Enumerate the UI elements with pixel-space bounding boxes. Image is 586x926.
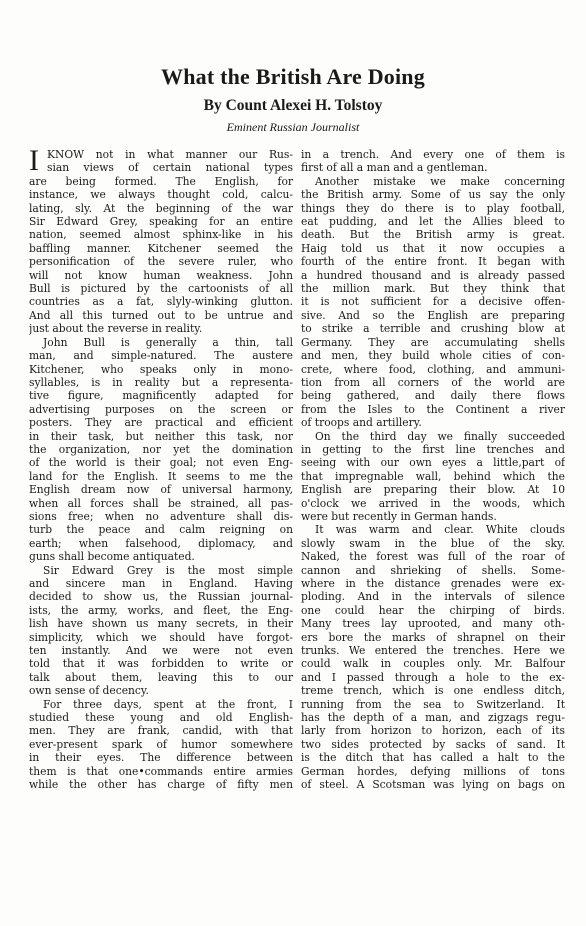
text-line: On the third day we finally succeeded: [315, 429, 565, 443]
text-line: lating, sly. At the beginning of the war: [29, 201, 293, 215]
text-line: tive figure, magnificently adapted for: [29, 389, 293, 403]
text-line: And all this turned out to be untrue and: [29, 308, 293, 322]
text-line: things they do there is to play football,: [301, 201, 565, 215]
text-line: John Bull is generally a thin, tall: [43, 335, 293, 349]
text-line: of troops and artillery.: [301, 416, 422, 430]
text-line: Sir Edward Grey, speaking for an entire: [29, 215, 293, 229]
text-line: tion from all corners of the world are: [301, 375, 565, 389]
text-line: a hundred thousand and is already passed: [301, 268, 565, 282]
text-line: while the other has charge of fifty men: [29, 778, 293, 792]
text-line: cannon and shrieking of shells. Some-: [301, 563, 565, 577]
text-line: land for the English. It seems to me the: [29, 469, 293, 483]
text-line: were but recently in German hands.: [301, 509, 497, 523]
text-line: being gathered, and daily there flows: [301, 389, 565, 403]
article-byline: By Count Alexei H. Tolstoy: [203, 97, 383, 114]
text-line: Many trees lay uprooted, and many oth-: [301, 617, 565, 631]
text-line: own sense of decency.: [29, 684, 149, 698]
text-line: nation, seemed almost sphinx-like in his: [29, 228, 293, 242]
text-line: two sides protected by sacks of sand. It: [301, 737, 565, 751]
text-line: guns shall become antiquated.: [29, 550, 195, 564]
text-line: turb the peace and calm reigning on: [29, 523, 293, 537]
text-line: in getting to the first line trenches and: [301, 442, 565, 456]
text-line: of steel. A Scotsman was lying on bags on: [301, 778, 565, 792]
text-line: Haig told us that it now occupies a: [301, 241, 565, 255]
text-line: simplicity, which we should have forgot-: [29, 630, 293, 644]
text-line: of the world is their goal; not even Eng-: [29, 456, 293, 470]
text-line: o'clock we arrived in the woods, which: [301, 496, 565, 510]
text-line: it is not sufficient for a decisive offen-: [301, 295, 565, 309]
text-line: slowly swam in the blue of the sky.: [301, 536, 565, 550]
text-line: It was warm and clear. White clouds: [315, 523, 565, 537]
text-line: and men, they build whole cities of con-: [301, 349, 565, 363]
text-line: English dream now of universal harmony,: [29, 483, 293, 497]
text-line: and sincere man in England. Having: [29, 577, 293, 590]
text-line: KNOW not in what manner our Rus-: [47, 148, 293, 161]
text-line: the million mark. But they think that: [301, 282, 565, 296]
text-line: Naked, the forest was full of the roar of: [301, 550, 565, 564]
left-column: [29, 144, 293, 792]
text-line: in their task, but neither this task, nor: [29, 429, 293, 443]
text-line: syllables, is in reality but a representa-: [29, 375, 293, 389]
text-line: one could hear the chirping of birds.: [301, 603, 565, 617]
text-line: where in the distance grenades were ex-: [301, 577, 565, 590]
text-line: English are preparing their blow. At 10: [301, 483, 565, 497]
text-line: Another mistake we make concerning: [315, 174, 565, 188]
text-line: German hordes, defying millions of tons: [301, 764, 565, 778]
text-line: seeing with our own eyes a little,part of: [301, 456, 565, 470]
text-line: sian views of certain national types: [47, 161, 293, 175]
text-line: ten instantly. And we were not even: [29, 644, 293, 658]
text-line: and I passed through a hole to the ex-: [301, 670, 565, 684]
text-line: advertising purposes on the screen or: [29, 402, 293, 416]
text-line: ever-present spark of humor somewhere: [29, 737, 293, 751]
text-line: told that it was forbidden to write or: [29, 657, 293, 671]
text-line: Germany. They are accumulating shells: [301, 335, 565, 349]
text-line: countries as a fat, slyly-winking glutton.: [29, 295, 293, 309]
text-line: the organization, nor yet the domination: [29, 442, 293, 456]
text-line: baffling manner. Kitchener seemed the: [29, 241, 293, 255]
drop-cap: I: [29, 144, 39, 177]
text-line: could walk in couples only. Mr. Balfour: [301, 657, 565, 671]
text-line: lish have shown us many secrets, in their: [29, 617, 293, 631]
text-line: from the Isles to the Continent a river: [301, 402, 565, 416]
text-line: For three days, spent at the front, I: [43, 697, 293, 711]
text-line: personification of the severe ruler, who: [29, 255, 293, 269]
text-line: posters. They are practical and efficient: [29, 416, 293, 430]
text-line: trunks. We entered the trenches. Here we: [301, 644, 565, 658]
text-line: that impregnable wall, behind which the: [301, 469, 565, 483]
text-line: larly from horizon to horizon, each of its: [301, 724, 565, 738]
text-line: men. They are frank, candid, with that: [29, 724, 293, 738]
text-line: studied these young and old English-: [29, 711, 293, 725]
text-line: sions free; when no adventure shall dis-: [29, 509, 293, 523]
text-line: ploding. And in the intervals of silence: [301, 590, 565, 604]
text-line: Sir Edward Grey is the most simple: [43, 563, 293, 577]
text-line: Bull is pictured by the cartoonists of all: [29, 282, 293, 296]
text-line: ers bore the marks of shrapnel on their: [301, 630, 565, 644]
text-line: sive. And so the English are preparing: [301, 308, 565, 322]
text-line: are being formed. The English, for: [29, 174, 293, 188]
text-line: is the ditch that has called a halt to the: [301, 751, 565, 765]
text-line: earth; when falsehood, diplomacy, and: [29, 536, 293, 550]
text-line: to strike a terrible and crushing blow at: [301, 322, 565, 336]
text-line: ists, the army, works, and fleet, the Eng-: [29, 603, 293, 617]
text-line: just about the reverse in reality.: [29, 322, 203, 336]
text-line: when all forces shall be strained, all pas-: [29, 496, 293, 510]
text-line: decided to show us, the Russian journal-: [29, 590, 293, 604]
text-line: them is that one•commands entire armies: [29, 764, 293, 778]
article-title: What the British Are Doing: [161, 64, 425, 89]
text-line: the British army. Some of us say the only: [301, 188, 565, 202]
text-line: Kitchener, who speaks only in mono-: [29, 362, 293, 376]
author-role: Eminent Russian Journalist: [226, 120, 360, 134]
text-line: fourth of the entire front. It began with: [301, 255, 565, 269]
text-line: in a trench. And every one of them is: [301, 148, 565, 161]
text-line: talk about them, leaving this to our: [29, 670, 293, 684]
right-column: [301, 148, 565, 792]
text-line: has the depth of a man, and zigzags regu-: [301, 711, 565, 725]
text-line: crete, where food, clothing, and ammuni-: [301, 362, 565, 376]
text-line: eat pudding, and let the Allies bleed to: [301, 215, 565, 229]
text-line: first of all a man and a gentleman.: [301, 161, 488, 175]
text-line: instance, we always thought cold, calcu-: [29, 188, 293, 202]
text-line: man, and simple-natured. The austere: [29, 349, 293, 363]
text-line: in their eyes. The difference between: [29, 751, 293, 765]
text-line: treme trench, which is one endless ditch,: [301, 684, 565, 698]
text-line: running from the sea to Switzerland. It: [301, 697, 565, 711]
text-line: death. But the British army is great.: [301, 228, 565, 242]
text-line: will not know human weakness. John: [29, 268, 293, 282]
